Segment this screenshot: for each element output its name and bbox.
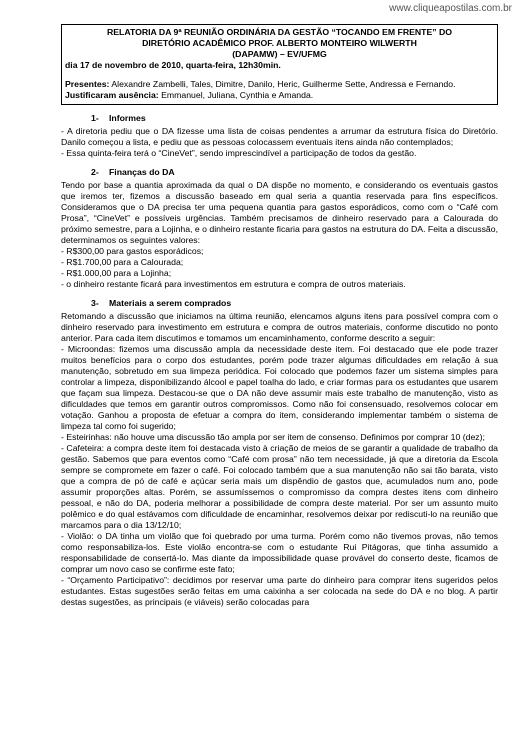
paragraph: Tendo por base a quantia aproximada da qual o DA dispõe no momento, e considerando os eventuais gastos que iremos ter, fizemos a discussão baseado em qual seria a quantia reservada para fins específicos. Consideramos que o DA precisa ter uma pequena quantia para gastos esporádicos, como com o “Café com Prosa”, “CineVet” e possíveis urgências. Também precisamos de dinheiro reservado para a Calourada do próximo semestre, para a Lojinha, e o dinheiro restante ficaria para gastos na estrutura do DA. Feita a discussão, determinamos os seguintes valores: [61, 180, 498, 245]
absences [65, 90, 494, 101]
list-item: - R$1.000,00 para a Lojinha; [61, 268, 172, 278]
attendees-label: Presentes: [65, 79, 110, 89]
title-line: DIRETÓRIO ACADÊMICO PROF. ALBERTO MONTEIRO WILWERTH [142, 38, 417, 48]
watermark-url: www.cliqueapostilas.com.br [389, 3, 512, 14]
paragraph: - Esteirinhas: não houve uma discussão tão ampla por ser item de consenso. Definimos por comprar 10 (dez); [61, 432, 485, 442]
section-heading [61, 113, 498, 124]
paragraph: - “Orçamento Participativo”: decidimos por reservar uma parte do dinheiro para comprar itens sugeridos pelos estudantes. Estas sugestões serão feitas em uma caixinha a ser colocada na sede do DA e no blog. A partir destas sugestões, as principais (e viáveis) serão colocadas para [61, 575, 498, 607]
attendees [65, 79, 494, 90]
section-title: Informes [109, 113, 146, 123]
section-heading [61, 167, 498, 178]
list-item: - o dinheiro restante ficará para investimentos em estrutura e compra de outros materiais. [61, 279, 406, 289]
section-title: Finanças do DA [109, 167, 175, 177]
section-number: 3- [91, 298, 99, 308]
document-body [61, 24, 498, 608]
paragraph: Retomando a discussão que iniciamos na última reunião, elencamos alguns itens para possível compra com o dinheiro reservado para investimento em estrutura e compra de outros materiais, conforme discutido no ponto anterior. Para cada item discutimos e tomamos um encaminhamento, conforme descrito a seguir: [61, 311, 498, 343]
list-item: - R$1.700,00 para a Calourada; [61, 257, 184, 267]
title-line: (DAPAMW) – EV/UFMG [232, 49, 327, 59]
paragraph: - Cafeteira: a compra deste item foi destacada visto à criação de meios de se garantir a qualidade de trabalho da gestão. Sabemos que para eventos como “Café com prosa” não tem necessidade, já que a diretoria da Escola sempre se compromete em fazer o café. Foi colocado também que a sua manutenção não sai tão barata, visto que a compra de pó de café e açúcar seria mais um dispêndio de gastos que, acumulados num ano, pode assumir proporções altas. Porém, se assumíssemos o compromisso da compra destes itens com dinheiro pessoal, e não do DA, poderia melhorar a possibilidade de compra deste material. Por ser um assunto muito polêmico e do qual estávamos com dificuldade de encaminhar, resolvemos deixar por rediscuti-lo na reunião que marcamos para o dia 13/12/10; [61, 443, 498, 530]
section-number: 2- [91, 167, 99, 177]
title-line: RELATORIA DA 9ª REUNIÃO ORDINÁRIA DA GESTÃO “TOCANDO EM FRENTE” DO [106, 27, 453, 37]
paragraph: - Violão: o DA tinha um violão que foi quebrado por uma turma. Porém como não tivemos provas, não temos como responsabiliza-los. Este violão encontra-se com o estudante Rui Pitágoras, que tinha assumido a responsabilidade de consertá-lo. Mas diante da impossibilidade quase provável do conserto deste, ficamos de comprar um novo caso se confirme este fato; [61, 531, 498, 574]
meeting-date: dia 17 de novembro de 2010, quarta-feira, 12h30min. [65, 60, 281, 70]
header-box [61, 24, 498, 105]
section-title: Materiais a serem comprados [109, 298, 232, 308]
document-title [65, 27, 494, 60]
list-item: - R$300,00 para gastos esporádicos; [61, 246, 204, 256]
section-number: 1- [91, 113, 99, 123]
absences-list: Emmanuel, Juliana, Cynthia e Amanda. [158, 90, 314, 100]
paragraph: - A diretoria pediu que o DA fizesse uma lista de coisas pendentes a arrumar da estrutura física do Diretório. Danilo começou a lista, e pediu que as pessoas colocassem eventuais itens ainda não contemplados; [61, 126, 498, 147]
section-heading [61, 298, 498, 309]
absences-label: Justificaram ausência: [65, 90, 159, 100]
attendees-list: Alexandre Zambelli, Tales, Dimitre, Danilo, Heric, Guilherme Sette, Andressa e Fernando. [109, 79, 456, 89]
paragraph: - Microondas: fizemos uma discussão ampla da necessidade deste item. Foi destacado que ele pode trazer muitos benefícios para o corpo dos estudantes, porém pode trazer algumas dificuldades em relação à sua manutenção, sobretudo em sua limpeza periódica. Foi colocado que podemos fazer um sistema simples para controlar a limpeza, disponibilizando álcool e papel toalha do lado, e criar formas para os estudantes que usarem que façam sua limpeza. Destacou-se que o DA não deve assumir mais este trabalho de manutenção, visto as dificuldades que temos em garantir outros compromissos. Como não foi consensuado, resolvemos colocar em votação. Ganhou a proposta de efetuar a compra do item, considerando implementar também o sistema de limpeza tal como foi sugerido; [61, 344, 498, 431]
paragraph: - Essa quinta-feira terá o “CineVet”, sendo imprescindível a participação de todos da gestão. [61, 148, 417, 158]
